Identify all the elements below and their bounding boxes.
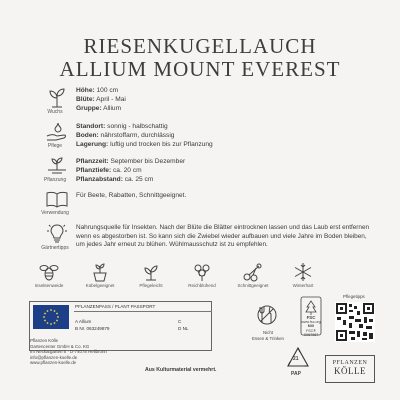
- not-edible-text: Nicht Essen & Trinken: [252, 330, 284, 341]
- company-address: Pflanzen Kölle Gartencenter GmbH & Co. KG Im Neckargarten 6 · D-74078 Heilbronn info@pflanzen-koelle.de www.pflanzen-koelle.de: [30, 338, 107, 366]
- lightbulb-icon: [44, 222, 70, 244]
- pflanzung-label: Pflanzung: [43, 177, 67, 183]
- wuchs-info: [76, 86, 126, 114]
- info-line: Pflanztiefe: ca. 20 cm: [76, 167, 142, 175]
- recycle-number: 21: [293, 356, 299, 362]
- pflanzung-info: [76, 157, 185, 185]
- prop-label-pflegeleicht: Pflegeleicht: [139, 283, 163, 288]
- passport-title: PFLANZENPASS / PLANT PASSPORT: [75, 304, 156, 309]
- recycle-label: PAP: [291, 371, 301, 377]
- verwendung-label: Verwendung: [41, 210, 69, 216]
- not-edible-icon: [255, 304, 279, 326]
- book-icon: [44, 188, 70, 210]
- wuchs-label: Wuchs: [47, 109, 63, 115]
- prop-label-insektenweide: Insektenweide: [34, 283, 64, 288]
- qr-label: Pflegetipps: [343, 294, 365, 299]
- pflege-label: Pflege: [47, 143, 63, 149]
- gaertnertipps-text: Nahrungsquelle für Insekten. Nach der Blüte die Blätter eintrocknen lassen und das Laub erst entfernen wenn es abgestorben ist. So kann sich die Zwiebel wieder aufbauen und viele Jahre im Boden bleiben, um jedes Jahr erneut zu blühen. Wühlmausschutz ist zu empfehlen.: [76, 224, 370, 249]
- verwendung-text: Für Beete, Rabatten, Schnittgeeignet.: [76, 192, 187, 199]
- flowers-icon: [191, 262, 213, 282]
- pot-icon: [89, 262, 111, 282]
- easy-care-icon: [140, 262, 162, 282]
- fsc-text: FSC www.fsc.org MIX FSC® C067967: [301, 315, 321, 337]
- info-line: Boden: nährstoffarm, durchlässig: [76, 132, 175, 140]
- plant-growth-icon: [44, 86, 70, 108]
- passport-c: C: [178, 319, 182, 324]
- info-line: Höhe: 100 cm: [76, 87, 119, 94]
- passport-a: A Allium: [75, 319, 92, 324]
- planting-icon: [44, 154, 70, 176]
- info-line: Pflanzzeit: September bis Dezember: [76, 158, 186, 165]
- qr-code-icon[interactable]: [335, 302, 375, 342]
- snowflake-icon: [292, 262, 314, 282]
- footer-note: Aus Kulturmaterial vermehrt.: [145, 367, 217, 373]
- passport-d: D NL: [178, 326, 189, 331]
- passport-b: B Nr. 063249879: [75, 326, 110, 331]
- product-subtitle: ALLIUM MOUNT EVEREST: [59, 57, 341, 81]
- info-line: Lagerung: luftig und trocken bis zur Pflanzung: [76, 141, 213, 149]
- gaertnertipps-label: Gärtnertipps: [41, 245, 69, 251]
- prop-label-kuebelgeeignet: Kübelgeeignet: [85, 283, 115, 288]
- info-line: Pflanzabstand: ca. 25 cm: [76, 176, 154, 184]
- prop-label-schnittgeeignet: Schnittgeeignet: [237, 283, 269, 288]
- info-line: Blüte: April - Mai: [76, 96, 126, 104]
- watering-hand-icon: [44, 120, 70, 142]
- info-line: Gruppe: Allium: [76, 105, 122, 113]
- bee-icon: [38, 262, 60, 282]
- prop-label-reichbluehend: Reichblühend: [188, 283, 216, 288]
- pflege-info: [76, 122, 213, 150]
- eu-flag-icon: [33, 305, 69, 329]
- scissors-icon: [242, 262, 264, 282]
- pflanzen-koelle-logo: PFLANZEN KÖLLE: [325, 355, 375, 383]
- info-line: Standort: sonnig - halbschattig: [76, 123, 168, 130]
- prop-label-winterhart: Winterhart: [292, 283, 314, 288]
- product-title: RIESENKUGELLAUCH: [83, 34, 317, 58]
